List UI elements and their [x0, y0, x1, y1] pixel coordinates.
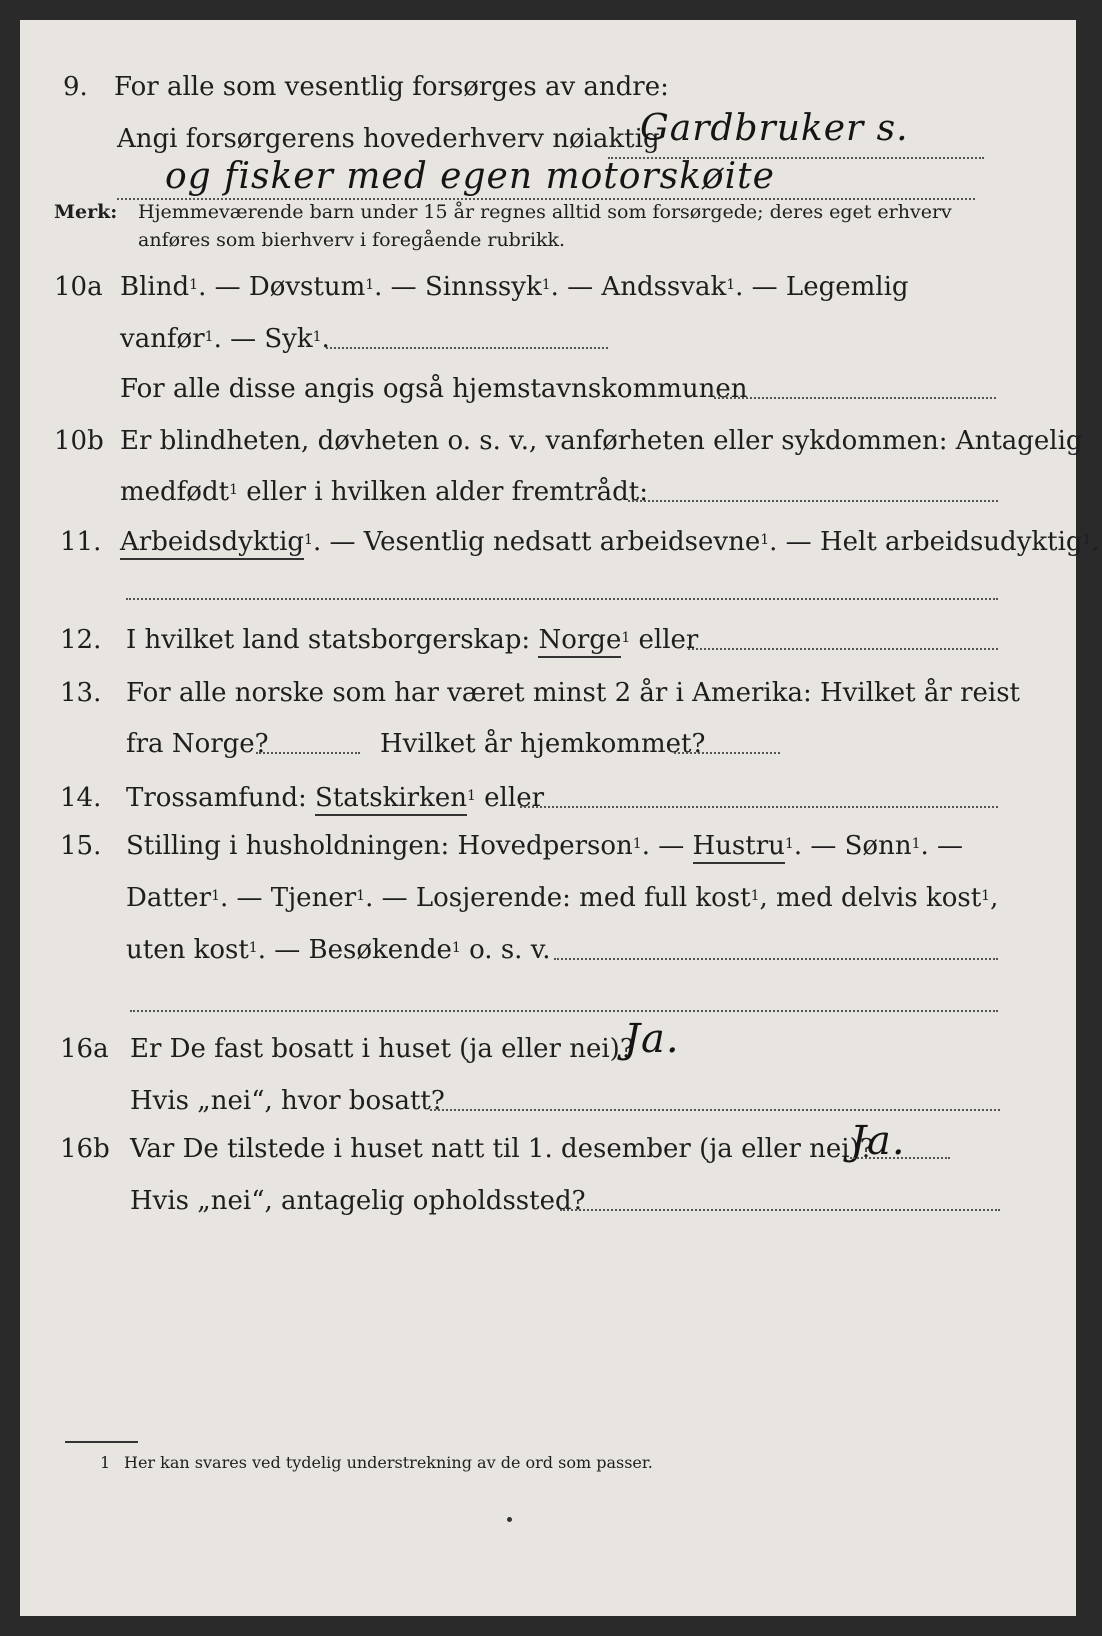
q10b-number: 10b — [54, 426, 104, 456]
q15-text-3: uten kost$^1$. — Besøkende$^1$ o. s. v. — [126, 935, 551, 965]
q10a-municipality-line — [714, 397, 996, 399]
q9-text: For alle som vesentlig forsørges av andre: — [114, 72, 669, 102]
q9-handwritten-answer-1: Gardbruker s. — [640, 108, 909, 149]
q16a-text-2: Hvis „nei“, hvor bosatt? — [130, 1086, 445, 1116]
merk-text-2: anføres som bierhverv i foregående rubrikk. — [138, 229, 566, 251]
q10a-number: 10a — [54, 272, 103, 302]
q10b-text-2: medfødt$^1$ eller i hvilken alder fremtrådt: — [120, 477, 649, 507]
q16a-answer-line — [430, 1109, 1000, 1111]
q12-selected-option: Norge — [538, 625, 621, 658]
q9-handwritten-answer-2: og fisker med egen motorskøite — [165, 156, 775, 197]
merk-label: Merk: — [54, 201, 118, 223]
footnote-text: Her kan svares ved tydelig understrekning av de ord som passer. — [124, 1453, 653, 1472]
q14-selected-option: Statskirken — [315, 783, 467, 816]
q16a-number: 16a — [60, 1034, 109, 1064]
q14-answer-line — [520, 806, 998, 808]
q10a-text-2: vanfør$^1$. — Syk$^1$. — [120, 324, 330, 354]
q15-selected-option: Hustru — [693, 831, 785, 864]
q10a-sick-line — [326, 347, 608, 349]
q12-else: $^1$ eller — [621, 625, 699, 655]
q16a-text-1: Er De fast bosatt i huset (ja eller nei)? — [130, 1034, 634, 1064]
q13-text-2a: fra Norge? — [126, 729, 269, 759]
merk-text-1: Hjemmeværende barn under 15 år regnes alltid som forsørgede; deres eget erhverv — [138, 201, 952, 223]
footnote-mark: 1 — [100, 1453, 111, 1472]
q16b-text-1: Var De tilstede i huset natt til 1. desember (ja eller nei)? — [130, 1134, 874, 1164]
q11-selected-option: Arbeidsdyktig — [120, 527, 304, 560]
census-form-page — [20, 20, 1100, 1616]
q12-number: 12. — [60, 625, 102, 655]
q15-number: 15. — [60, 831, 102, 861]
q14-text: Trossamfund: — [126, 783, 307, 813]
q14-number: 14. — [60, 783, 102, 813]
q11-text: $^1$. — Vesentlig nedsatt arbeidsevne$^1$. — Helt arbeidsudyktig$^1$. — [304, 527, 1100, 557]
q11-answer-line — [126, 598, 998, 600]
q16b-handwritten-answer: Ja. — [850, 1118, 906, 1164]
q13-number: 13. — [60, 678, 102, 708]
q13-return-line — [674, 752, 780, 754]
q15-answer-line-2 — [130, 1010, 998, 1012]
q13-text-1: For alle norske som har været minst 2 år i Amerika: Hvilket år reist — [126, 678, 1020, 708]
footnote-rule — [65, 1441, 138, 1443]
q14-else: $^1$ eller — [466, 783, 545, 813]
q12-text: I hvilket land statsborgerskap: — [126, 625, 531, 655]
q13-text-2b: Hvilket år hjemkommet? — [380, 729, 706, 759]
q10a-text-1: Blind$^1$. — Døvstum$^1$. — Sinnssyk$^1$. — Andssvak$^1$. — Legemlig — [120, 272, 909, 302]
q11-number: 11. — [60, 527, 102, 557]
q10b-answer-line — [628, 500, 998, 502]
q10b-text-1: Er blindheten, døvheten o. s. v., vanførheten eller sykdommen: Antagelig — [120, 426, 1083, 456]
q10a-text-3: For alle disse angis også hjemstavnskommunen — [120, 374, 748, 404]
q15-text-1a: Stilling i husholdningen: Hovedperson$^1$. — — [126, 831, 685, 861]
q16b-location-line — [560, 1209, 1000, 1211]
q12-answer-line — [688, 648, 998, 650]
q13-departure-line — [256, 752, 360, 754]
q9-number: 9. — [63, 72, 88, 102]
q15-text-2: Datter$^1$. — Tjener$^1$. — Losjerende: med full kost$^1$, med delvis kost$^1$, — [126, 883, 999, 913]
q15-text-1b: $^1$. — Sønn$^1$. — — [784, 831, 964, 861]
q16b-text-2: Hvis „nei“, antagelig opholdssted? — [130, 1186, 586, 1216]
q16b-answer-line — [850, 1157, 950, 1159]
q15-answer-line-1 — [554, 958, 998, 960]
q16a-handwritten-answer: Ja. — [624, 1016, 680, 1062]
q16b-number: 16b — [60, 1134, 110, 1164]
paper-speck — [507, 1517, 512, 1522]
q9-provider-label: Angi forsørgerens hovederhverv nøiaktig — [117, 124, 660, 154]
